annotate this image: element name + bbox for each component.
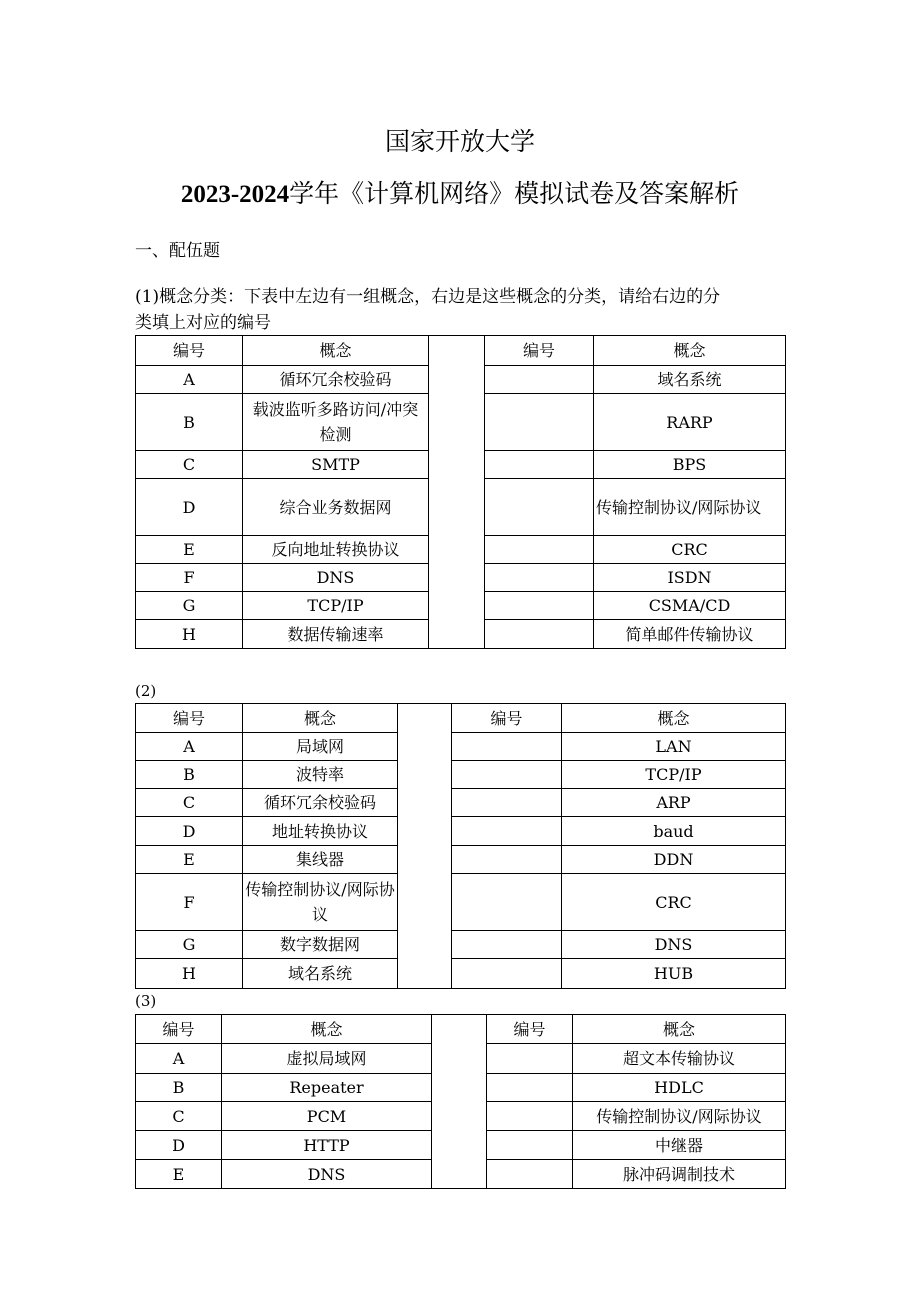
answer-cell[interactable]	[485, 479, 594, 536]
answer-cell[interactable]	[452, 733, 562, 761]
left-concept: 域名系统	[243, 959, 398, 989]
right-concept: DNS	[562, 931, 786, 959]
right-concept: ISDN	[594, 564, 786, 592]
answer-cell[interactable]	[487, 1131, 573, 1160]
row-code: G	[136, 592, 243, 620]
table-row	[136, 931, 786, 959]
table-row	[136, 733, 786, 761]
row-code: B	[136, 394, 243, 451]
answer-cell[interactable]	[452, 931, 562, 959]
left-concept: 虚拟局域网	[222, 1044, 432, 1074]
answer-cell[interactable]	[485, 451, 594, 479]
answer-cell[interactable]	[487, 1044, 573, 1074]
row-code: G	[136, 931, 243, 959]
answer-cell[interactable]	[485, 564, 594, 592]
row-code: H	[136, 620, 243, 649]
answer-cell[interactable]	[452, 761, 562, 789]
intro-line-1: (1)概念分类：下表中左边有一组概念，右边是这些概念的分类，请给右边的分	[135, 287, 721, 307]
subtitle-text: 学年《计算机网络》模拟试卷及答案解析	[289, 179, 740, 208]
right-concept: CSMA/CD	[594, 592, 786, 620]
header-concept: 概念	[594, 336, 786, 366]
left-concept: 循环冗余校验码	[243, 789, 398, 817]
answer-cell[interactable]	[487, 1074, 573, 1102]
header-number: 编号	[487, 1015, 573, 1044]
table-gap-cell	[398, 704, 452, 989]
answer-cell[interactable]	[485, 394, 594, 451]
row-code: A	[136, 366, 243, 394]
left-concept: PCM	[222, 1102, 432, 1131]
row-code: B	[136, 761, 243, 789]
row-code: E	[136, 846, 243, 874]
row-code: H	[136, 959, 243, 989]
right-concept: BPS	[594, 451, 786, 479]
table-row	[136, 817, 786, 846]
row-code: D	[136, 479, 243, 536]
answer-cell[interactable]	[452, 846, 562, 874]
right-concept: 超文本传输协议	[573, 1044, 786, 1074]
answer-cell[interactable]	[487, 1160, 573, 1189]
right-concept: 传输控制协议/网际协议	[594, 479, 786, 536]
answer-cell[interactable]	[485, 592, 594, 620]
header-concept: 概念	[562, 704, 786, 733]
question-intro	[135, 284, 785, 336]
document-subtitle	[0, 174, 920, 210]
right-concept: LAN	[562, 733, 786, 761]
left-concept: 载波监听多路访问/冲突检测	[243, 394, 429, 451]
table-row	[136, 846, 786, 874]
table-header-row	[136, 336, 786, 366]
right-concept: 脉冲码调制技术	[573, 1160, 786, 1189]
left-concept: 循环冗余校验码	[243, 366, 429, 394]
answer-cell[interactable]	[485, 536, 594, 564]
subtitle-year: 2023-2024	[180, 181, 290, 208]
matching-table-1	[135, 335, 786, 649]
header-number: 编号	[136, 1015, 222, 1044]
left-concept: HTTP	[222, 1131, 432, 1160]
right-concept: TCP/IP	[562, 761, 786, 789]
right-concept: RARP	[594, 394, 786, 451]
left-concept: 数字数据网	[243, 931, 398, 959]
table-row	[136, 761, 786, 789]
row-code: C	[136, 451, 243, 479]
left-concept: DNS	[243, 564, 429, 592]
row-code: D	[136, 817, 243, 846]
answer-cell[interactable]	[452, 874, 562, 931]
table-row	[136, 874, 786, 931]
row-code: E	[136, 536, 243, 564]
answer-cell[interactable]	[485, 366, 594, 394]
right-concept: 简单邮件传输协议	[594, 620, 786, 649]
right-concept: baud	[562, 817, 786, 846]
left-concept: 波特率	[243, 761, 398, 789]
right-concept: CRC	[594, 536, 786, 564]
right-concept: DDN	[562, 846, 786, 874]
right-concept: HDLC	[573, 1074, 786, 1102]
row-code: A	[136, 733, 243, 761]
right-concept: CRC	[562, 874, 786, 931]
row-code: F	[136, 564, 243, 592]
left-concept: 地址转换协议	[243, 817, 398, 846]
left-concept: 局域网	[243, 733, 398, 761]
matching-table-3	[135, 1014, 786, 1189]
right-concept: 域名系统	[594, 366, 786, 394]
left-concept: SMTP	[243, 451, 429, 479]
header-number: 编号	[452, 704, 562, 733]
document-title: 国家开放大学	[384, 127, 535, 156]
left-concept: DNS	[222, 1160, 432, 1189]
right-concept: HUB	[562, 959, 786, 989]
answer-cell[interactable]	[452, 817, 562, 846]
row-code: E	[136, 1160, 222, 1189]
question-label-3: (3)	[135, 992, 157, 1010]
right-concept: 中继器	[573, 1131, 786, 1160]
question-label-2: (2)	[135, 682, 157, 700]
header-number: 编号	[136, 336, 243, 366]
header-number: 编号	[136, 704, 243, 733]
row-code: C	[136, 1102, 222, 1131]
header-concept: 概念	[243, 336, 429, 366]
left-concept: Repeater	[222, 1074, 432, 1102]
left-concept: 综合业务数据网	[243, 479, 429, 536]
intro-line-2: 类填上对应的编号	[135, 313, 271, 333]
answer-cell[interactable]	[485, 620, 594, 649]
header-number: 编号	[485, 336, 594, 366]
left-concept: 数据传输速率	[243, 620, 429, 649]
table-header-row	[136, 1015, 786, 1044]
table-row	[136, 959, 786, 989]
left-concept: 传输控制协议/网际协议	[243, 874, 398, 931]
answer-cell[interactable]	[452, 959, 562, 989]
right-concept: ARP	[562, 789, 786, 817]
header-concept: 概念	[573, 1015, 786, 1044]
row-code: F	[136, 874, 243, 931]
answer-cell[interactable]	[487, 1102, 573, 1131]
header-concept: 概念	[243, 704, 398, 733]
row-code: A	[136, 1044, 222, 1074]
header-concept: 概念	[222, 1015, 432, 1044]
table-gap-cell	[429, 336, 485, 649]
row-code: D	[136, 1131, 222, 1160]
row-code: B	[136, 1074, 222, 1102]
section-heading: 一、配伍题	[135, 241, 220, 261]
table-gap-cell	[432, 1015, 487, 1189]
left-concept: 反向地址转换协议	[243, 536, 429, 564]
answer-cell[interactable]	[452, 789, 562, 817]
table-row	[136, 789, 786, 817]
row-code: C	[136, 789, 243, 817]
left-concept: TCP/IP	[243, 592, 429, 620]
table-header-row	[136, 704, 786, 733]
right-concept: 传输控制协议/网际协议	[573, 1102, 786, 1131]
left-concept: 集线器	[243, 846, 398, 874]
matching-table-2	[135, 703, 786, 989]
